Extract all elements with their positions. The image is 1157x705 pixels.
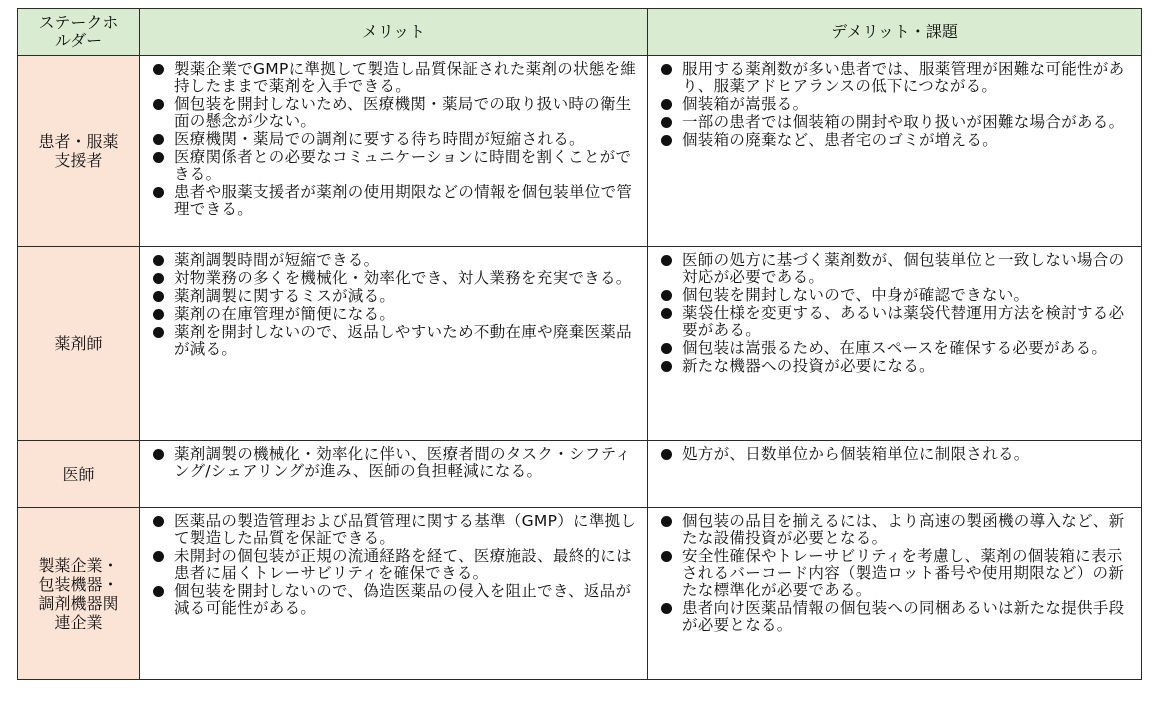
- bullet-item: 医師の処方に基づく薬剤数が、個包装単位と一致しない場合の対応が必要である。: [654, 252, 1135, 286]
- header-stakeholder: ステークホ ルダー: [18, 9, 140, 56]
- bullet-item: 製薬企業でGMPに準拠して製造し品質保証された薬剤の状態を維持したままで薬剤を入手できる。: [146, 61, 641, 95]
- merit-list: [146, 61, 641, 218]
- bullet-item: 患者や服薬支援者が薬剤の使用期限などの情報を個包装単位で管理できる。: [146, 184, 641, 218]
- merit-cell: [140, 508, 648, 680]
- bullet-item: 個装箱が嵩張る。: [654, 96, 1135, 113]
- demerit-list: [654, 252, 1135, 375]
- demerit-list: [654, 61, 1135, 149]
- demerit-cell: [648, 56, 1142, 247]
- demerit-list: [654, 446, 1135, 463]
- bullet-item: 薬剤を開封しないので、返品しやすいため不動在庫や廃棄医薬品が減る。: [146, 324, 641, 358]
- bullet-item: 服用する薬剤数が多い患者では、服薬管理が困難な可能性があり、服薬アドヒアランスの低下につながる。: [654, 61, 1135, 95]
- bullet-item: 個包装の品目を揃えるには、より高速の製函機の導入など、新たな設備投資が必要となる。: [654, 513, 1135, 547]
- bullet-item: 一部の患者では個装箱の開封や取り扱いが困難な場合がある。: [654, 114, 1135, 131]
- demerit-cell: [648, 508, 1142, 680]
- bullet-item: 処方が、日数単位から個装箱単位に制限される。: [654, 446, 1135, 463]
- header-demerit: デメリット・課題: [648, 9, 1142, 56]
- stakeholder-merit-table: [17, 8, 1142, 680]
- bullet-item: 新たな機器への投資が必要になる。: [654, 358, 1135, 375]
- demerit-list: [654, 513, 1135, 634]
- bullet-item: 安全性確保やトレーサビリティを考慮し、薬剤の個装箱に表示されるバーコード内容（製造ロット番号や使用期限など）の新たな標準化が必要である。: [654, 548, 1135, 599]
- table-row: [18, 56, 1142, 247]
- bullet-item: 未開封の個包装が正規の流通経路を経て、医療施設、最終的には患者に届くトレーサビリティを確保できる。: [146, 548, 641, 582]
- merit-list: [146, 446, 641, 480]
- stakeholder-cell: 製薬企業・ 包装機器・ 調剤機器関 連企業: [18, 508, 140, 680]
- bullet-item: 個包装を開封しないので、偽造医薬品の侵入を阻止でき、返品が減る可能性がある。: [146, 583, 641, 617]
- merit-list: [146, 513, 641, 617]
- bullet-item: 医療機関・薬局での調剤に要する待ち時間が短縮される。: [146, 131, 641, 148]
- bullet-item: 対物業務の多くを機械化・効率化でき、対人業務を充実できる。: [146, 270, 641, 287]
- table-row: [18, 247, 1142, 441]
- merit-cell: [140, 247, 648, 441]
- bullet-item: 薬袋仕様を変更する、あるいは薬袋代替運用方法を検討する必要がある。: [654, 305, 1135, 339]
- bullet-item: 薬剤調製時間が短縮できる。: [146, 252, 641, 269]
- bullet-item: 薬剤調製の機械化・効率化に伴い、医療者間のタスク・シフティング/シェアリングが進み、医師の負担軽減になる。: [146, 446, 641, 480]
- bullet-item: 個包装を開封しないので、中身が確認できない。: [654, 287, 1135, 304]
- bullet-item: 個装箱の廃棄など、患者宅のゴミが増える。: [654, 132, 1135, 149]
- demerit-cell: [648, 441, 1142, 508]
- bullet-item: 個包装は嵩張るため、在庫スペースを確保する必要がある。: [654, 340, 1135, 357]
- bullet-item: 患者向け医薬品情報の個包装への同梱あるいは新たな提供手段が必要となる。: [654, 600, 1135, 634]
- header-merit: メリット: [140, 9, 648, 56]
- bullet-item: 医薬品の製造管理および品質管理に関する基準（GMP）に準拠して製造した品質を保証できる。: [146, 513, 641, 547]
- stakeholder-cell: 薬剤師: [18, 247, 140, 441]
- bullet-item: 薬剤調製に関するミスが減る。: [146, 288, 641, 305]
- table-row: [18, 508, 1142, 680]
- bullet-item: 個包装を開封しないため、医療機関・薬局での取り扱い時の衛生面の懸念が少ない。: [146, 96, 641, 130]
- table-row: [18, 441, 1142, 508]
- stakeholder-cell: 患者・服薬 支援者: [18, 56, 140, 247]
- bullet-item: 薬剤の在庫管理が簡便になる。: [146, 306, 641, 323]
- stakeholder-cell: 医師: [18, 441, 140, 508]
- demerit-cell: [648, 247, 1142, 441]
- merit-list: [146, 252, 641, 358]
- merit-cell: [140, 56, 648, 247]
- merit-cell: [140, 441, 648, 508]
- bullet-item: 医療関係者との必要なコミュニケーションに時間を割くことができる。: [146, 149, 641, 183]
- header-row: [18, 9, 1142, 56]
